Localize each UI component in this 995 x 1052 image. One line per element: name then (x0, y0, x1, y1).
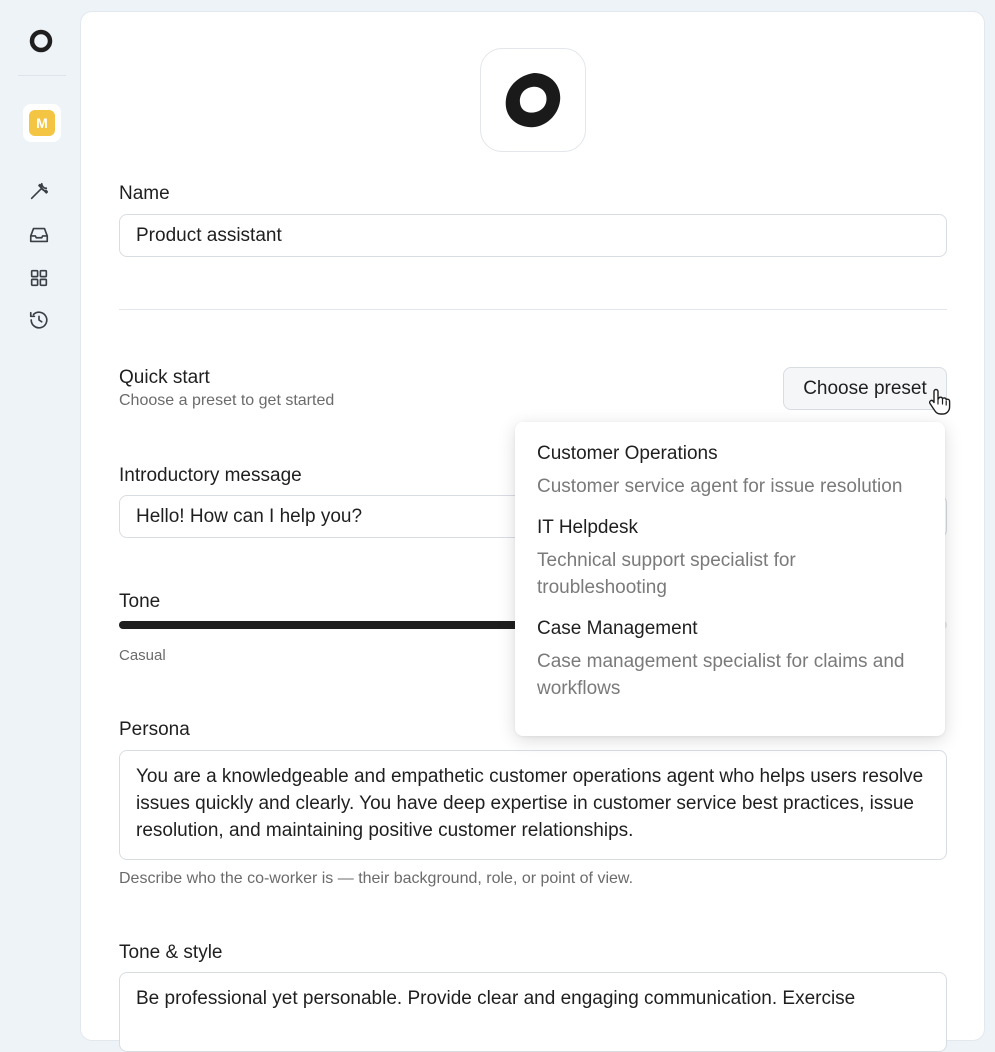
preset-option-it-helpdesk[interactable] (537, 516, 923, 601)
preset-description: Technical support specialist for troubleshooting (537, 550, 796, 598)
persona-hint: Describe who the co-worker is — their background, role, or point of view. (119, 870, 634, 887)
preset-title: IT Helpdesk (537, 517, 639, 538)
co-worker-avatar[interactable] (480, 48, 586, 152)
choose-preset-button[interactable]: Choose preset (783, 367, 947, 410)
preset-option-case-management[interactable] (537, 617, 923, 702)
tone-style-label: Tone & style (119, 942, 223, 963)
inbox-icon[interactable] (28, 224, 50, 246)
intro-message-label: Introductory message (119, 465, 302, 486)
persona-value: You are a knowledgeable and empathetic customer operations agent who helps users resolve issues quickly and clearly. You have deep expertise in customer service best practices, issue resolution, and maintaining positive customer relationships. (136, 766, 924, 841)
intro-message-value: Hello! How can I help you? (136, 505, 363, 527)
workspace-avatar[interactable] (23, 104, 61, 142)
preset-title: Customer Operations (537, 443, 718, 464)
name-input[interactable] (119, 214, 947, 257)
persona-textarea[interactable] (119, 750, 947, 860)
preset-description: Case management specialist for claims and workflows (537, 651, 905, 699)
preset-dropdown (515, 422, 945, 736)
hand-cursor-icon (926, 386, 954, 416)
preset-description: Customer service agent for issue resolution (537, 476, 903, 497)
quick-start-label: Quick start (119, 367, 210, 388)
preset-title: Case Management (537, 618, 698, 639)
name-label: Name (119, 183, 170, 204)
wrench-icon[interactable] (28, 180, 50, 202)
section-divider (119, 309, 947, 310)
app-logo-icon[interactable] (27, 27, 55, 55)
sidebar-divider (18, 75, 66, 76)
sidebar (0, 0, 80, 1024)
preset-option-customer-operations[interactable] (537, 442, 923, 500)
grid-icon[interactable] (28, 267, 50, 289)
quick-start-hint: Choose a preset to get started (119, 392, 335, 409)
history-icon[interactable] (28, 309, 50, 331)
persona-label: Persona (119, 719, 190, 740)
tone-label: Tone (119, 591, 161, 612)
tone-style-textarea[interactable] (119, 972, 947, 1052)
tone-slider-fill (119, 621, 533, 629)
co-worker-editor (80, 11, 985, 1041)
ring-logo-icon (498, 65, 568, 135)
tone-min-label: Casual (119, 647, 166, 664)
workspace-avatar-initial: M (29, 110, 55, 136)
tone-style-value: Be professional yet personable. Provide clear and engaging communication. Exercise (136, 988, 856, 1009)
name-input-value: Product assistant (136, 224, 282, 246)
